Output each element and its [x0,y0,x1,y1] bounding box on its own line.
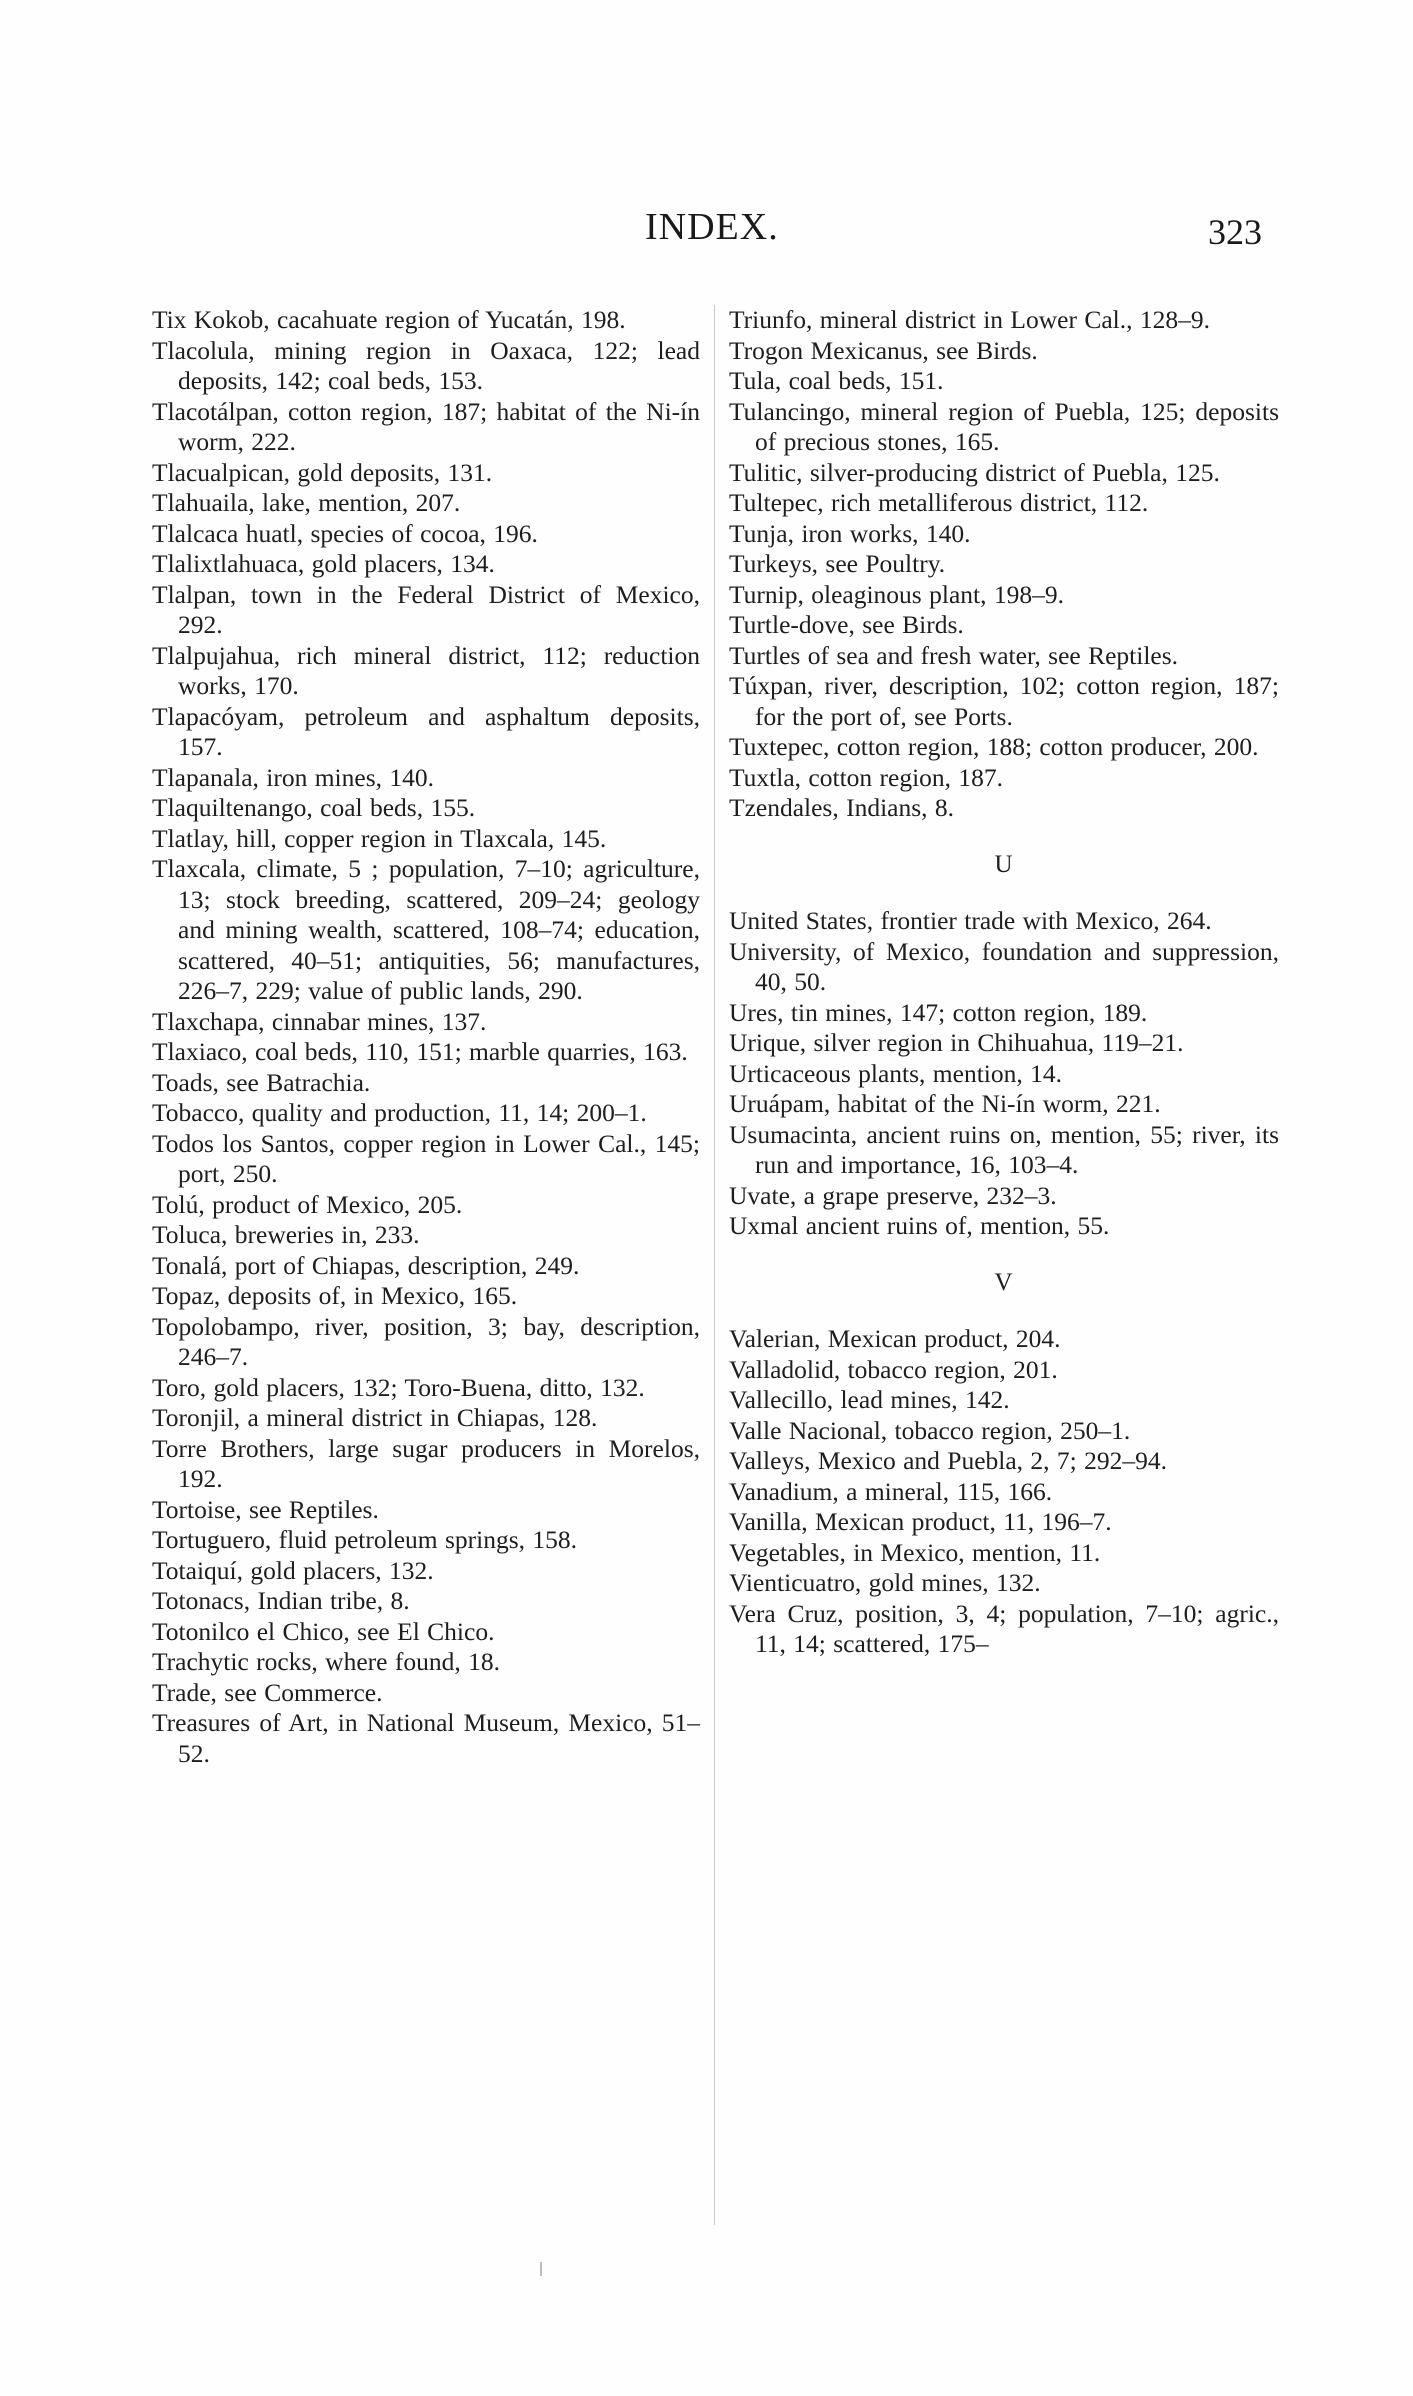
index-entry: Urique, silver region in Chihuahua, 119–21. [729,1028,1184,1057]
index-entry: Tulitic, silver-producing district of Puebla, 125. [729,457,1220,487]
running-head [0,205,1413,255]
index-entry: Tlaquiltenango, coal beds, 155. [152,793,476,822]
index-entry: Trade, see Commerce. [152,1677,383,1707]
index-entry: Tlalpujahua, rich mineral district, 112; reduction works, 170. [152,640,700,700]
index-entry: Tix Kokob, cacahuate region of Yucatán, 198. [152,305,626,334]
index-entry: Todos los Santos, copper region in Lower Cal., 145; port, 250. [152,1128,700,1188]
column-divider [714,305,715,2225]
index-entry: Tlatlay, hill, copper region in Tlaxcala, 145. [152,823,607,853]
index-entry: Valerian, Mexican product, 204. [729,1324,1061,1353]
index-entry: Uruápam, habitat of the Ni-ín worm, 221. [729,1089,1161,1118]
index-entry: Topolobampo, river, position, 3; bay, description, 246–7. [152,1311,700,1371]
index-entry: Tlaxiaco, coal beds, 110, 151; marble quarries, 163. [152,1037,688,1066]
index-entry: Vera Cruz, position, 3, 4; population, 7–10; agric., 11, 14; scattered, 175– [729,1598,1279,1658]
index-entry: Uvate, a grape preserve, 232–3. [729,1180,1057,1210]
index-entry: Toronjil, a mineral district in Chiapas, 128. [152,1403,598,1432]
index-entry: Tulancingo, mineral region of Puebla, 125; deposits of precious stones, 165. [729,396,1279,456]
index-entry: Tlalixtlahuaca, gold placers, 134. [152,549,495,578]
index-entry: Trogon Mexicanus, see Birds. [729,335,1038,365]
index-entry: Urticaceous plants, mention, 14. [729,1058,1063,1088]
index-entry: Tlalcaca huatl, species of cocoa, 196. [152,518,538,548]
index-entry: Tlacolula, mining region in Oaxaca, 122; lead deposits, 142; coal beds, 153. [152,335,700,395]
index-entry: Tuxtla, cotton region, 187. [729,762,1004,792]
index-entry: Torre Brothers, large sugar producers in Morelos, 192. [152,1433,700,1493]
index-entry: Tlalpan, town in the Federal District of Mexico, 292. [152,579,700,639]
index-entry: Vegetables, in Mexico, mention, 11. [729,1537,1101,1567]
index-entry: Vanilla, Mexican product, 11, 196–7. [729,1507,1112,1536]
index-entry: Trachytic rocks, where found, 18. [152,1647,500,1676]
index-entry: Triunfo, mineral district in Lower Cal., 128–9. [729,305,1210,334]
index-entry: Tunja, iron works, 140. [729,518,971,548]
index-entry: Totonacs, Indian tribe, 8. [152,1586,410,1615]
right-entry-list-u [729,906,1279,1242]
index-entry: Vanadium, a mineral, 115, 166. [729,1476,1053,1506]
stray-print-mark [540,2262,542,2276]
index-entry: Treasures of Art, in National Museum, Mexico, 51–52. [152,1708,700,1768]
index-entry: Tzendales, Indians, 8. [729,793,955,822]
index-entry: Topaz, deposits of, in Mexico, 165. [152,1281,518,1310]
index-entry: Tlahuaila, lake, mention, 207. [152,488,461,517]
index-entry: Tonalá, port of Chiapas, description, 249. [152,1250,580,1280]
left-column [152,305,700,1769]
index-entry: Tortoise, see Reptiles. [152,1494,379,1524]
index-entry: Valladolid, tobacco region, 201. [729,1354,1058,1384]
section-heading-u: U [994,850,1014,878]
left-entry-list [152,305,700,1769]
section-heading-v: V [994,1268,1014,1296]
index-entry: Tlapanala, iron mines, 140. [152,762,435,792]
index-entry: Valle Nacional, tobacco region, 250–1. [729,1415,1131,1445]
index-entry: Tlaxcala, climate, 5 ; population, 7–10; agriculture, 13; stock breeding, scattered, 209–24; geology and mining wealth, scattered, 108–74; education, scattered, 40–51; antiquities, 56; manufactures, 226–7, 229; value of public lands, 290. [152,854,700,1005]
page-title: INDEX. [645,206,779,248]
index-entry: Turtle-dove, see Birds. [729,610,964,639]
index-entry: United States, frontier trade with Mexico, 264. [729,906,1212,935]
right-entry-list-t [729,305,1279,824]
right-column [729,305,1279,1660]
index-entry: Tlaxchapa, cinnabar mines, 137. [152,1006,487,1036]
index-entry: Toluca, breweries in, 233. [152,1220,420,1249]
index-entry: Turnip, oleaginous plant, 198–9. [729,579,1064,609]
page-number: 323 [1208,212,1262,252]
index-entry: University, of Mexico, foundation and suppression, 40, 50. [729,936,1279,996]
index-entry: Tlapacóyam, petroleum and asphaltum deposits, 157. [152,701,700,761]
index-entry: Toads, see Batrachia. [152,1067,371,1097]
index-entry: Totonilco el Chico, see El Chico. [152,1616,495,1646]
index-entry: Toro, gold placers, 132; Toro-Buena, ditto, 132. [152,1372,645,1402]
index-entry: Totaiquí, gold placers, 132. [152,1555,434,1585]
index-entry: Tlacotálpan, cotton region, 187; habitat of the Ni-ín worm, 222. [152,396,700,456]
index-entry: Ures, tin mines, 147; cotton region, 189. [729,997,1148,1027]
right-entry-list-v [729,1324,1279,1660]
index-entry: Tobacco, quality and production, 11, 14; 200–1. [152,1098,647,1127]
index-entry: Valleys, Mexico and Puebla, 2, 7; 292–94. [729,1446,1168,1475]
index-entry: Tuxtepec, cotton region, 188; cotton producer, 200. [729,732,1259,761]
index-entry: Tula, coal beds, 151. [729,366,944,395]
index-entry: Vienticuatro, gold mines, 132. [729,1568,1041,1597]
index-entry: Tolú, product of Mexico, 205. [152,1189,463,1219]
index-entry: Turtles of sea and fresh water, see Reptiles. [729,640,1179,670]
index-entry: Tultepec, rich metalliferous district, 112. [729,488,1149,517]
index-entry: Uxmal ancient ruins of, mention, 55. [729,1211,1110,1240]
index-entry: Usumacinta, ancient ruins on, mention, 55; river, its run and importance, 16, 103–4. [729,1119,1279,1179]
index-entry: Túxpan, river, description, 102; cotton region, 187; for the port of, see Ports. [729,671,1279,731]
index-entry: Turkeys, see Poultry. [729,549,946,578]
index-entry: Tlacualpican, gold deposits, 131. [152,457,493,487]
index-entry: Tortuguero, fluid petroleum springs, 158. [152,1525,578,1554]
index-entry: Vallecillo, lead mines, 142. [729,1385,1010,1414]
